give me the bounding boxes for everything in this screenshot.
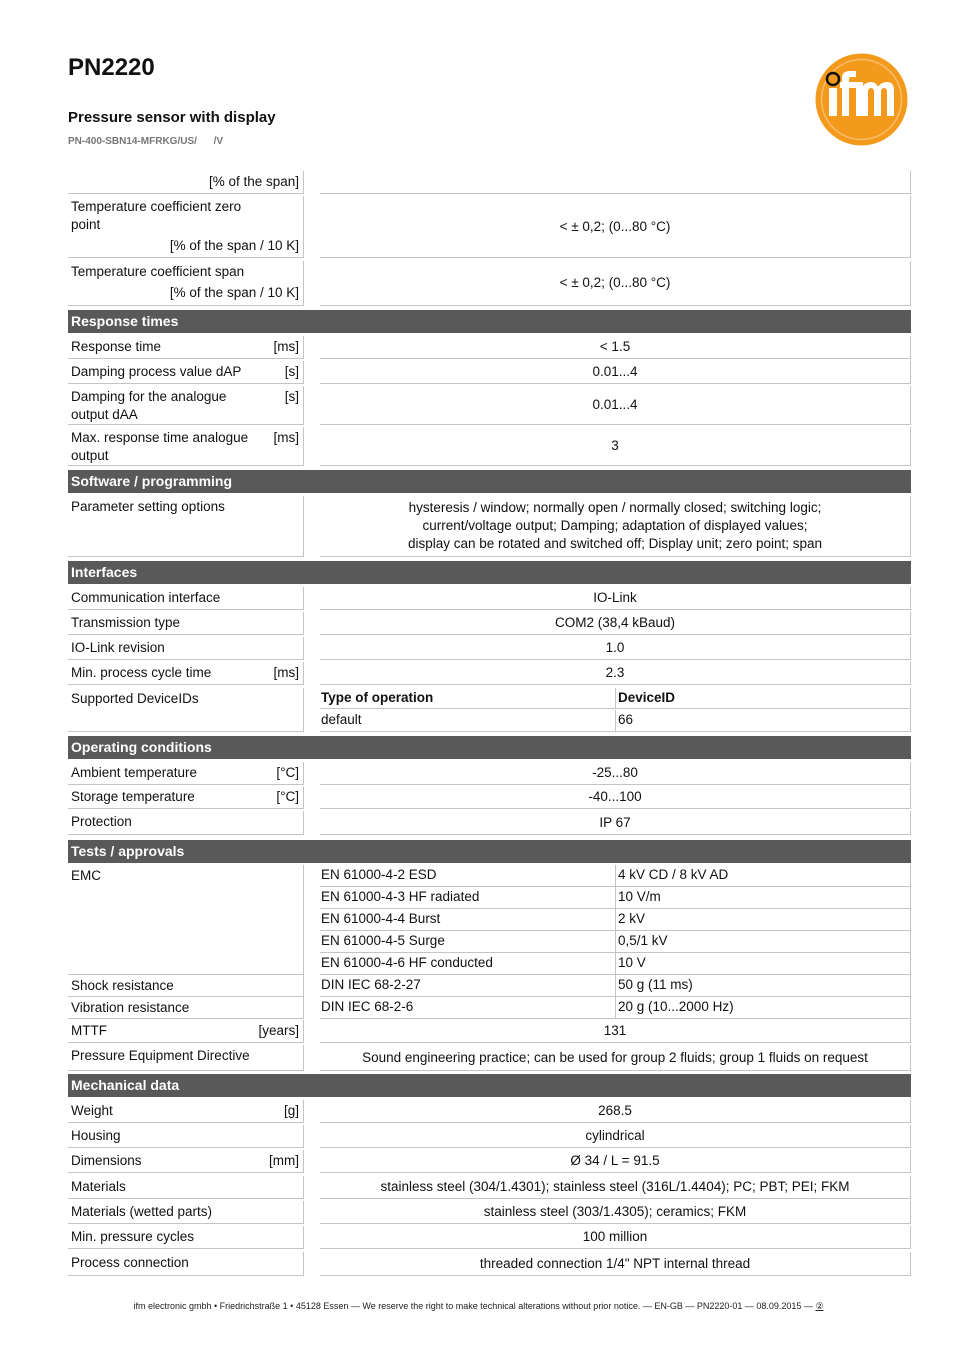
ped-label: Pressure Equipment Directive xyxy=(71,1048,250,1063)
pressure-cycles-label-cell xyxy=(68,1226,304,1249)
param-options-line-3: display can be rotated and switched off; Display unit; zero point; span xyxy=(408,536,822,551)
mttf-unit: [years] xyxy=(258,1023,299,1038)
device-ids-label-cell xyxy=(68,688,304,732)
device-ids-header-id: DeviceID xyxy=(616,688,911,709)
mttf-label-cell xyxy=(68,1020,304,1043)
device-ids-label: Supported DeviceIDs xyxy=(71,691,199,706)
cycle-time-label: Min. process cycle time xyxy=(71,665,212,680)
device-ids-row-id: 66 xyxy=(616,710,911,732)
section-mechanical-data: Mechanical data xyxy=(68,1074,911,1097)
housing-label-cell xyxy=(68,1125,304,1148)
emc-value-4: 0,5/1 kV xyxy=(616,931,911,953)
materials-value: stainless steel (304/1.4301); stainless steel (316L/1.4404); PC; PBT; PEI; FKM xyxy=(320,1176,911,1199)
revision-value: 1.0 xyxy=(320,637,911,660)
mttf-label: MTTF xyxy=(71,1023,107,1038)
section-operating-conditions: Operating conditions xyxy=(68,736,911,759)
span-value-cell xyxy=(320,171,911,194)
page-footer xyxy=(0,1301,957,1312)
storage-label: Storage temperature xyxy=(71,789,195,804)
shock-label: Shock resistance xyxy=(71,978,174,993)
product-subtitle: Pressure sensor with display xyxy=(68,109,276,126)
ambient-label-cell xyxy=(68,762,304,785)
response-time-label: Response time xyxy=(71,339,162,354)
emc-standard-1: EN 61000-4-2 ESD xyxy=(320,865,616,887)
ped-label-cell xyxy=(68,1045,304,1071)
emc-value-3: 2 kV xyxy=(616,909,911,931)
transmission-label-cell xyxy=(68,612,304,635)
param-options-label: Parameter setting options xyxy=(71,499,225,514)
param-options-value xyxy=(320,496,911,557)
damping-dap-value: 0.01...4 xyxy=(320,361,911,384)
vibration-label-cell xyxy=(68,997,304,1019)
process-conn-value: threaded connection 1/4" NPT internal thread xyxy=(320,1252,911,1276)
shock-value: 50 g (11 ms) xyxy=(616,975,911,997)
comm-value: IO-Link xyxy=(320,587,911,610)
wetted-label: Materials (wetted parts) xyxy=(71,1204,213,1219)
tc-span-unit: [% of the span / 10 K] xyxy=(169,285,299,300)
revision-label-cell xyxy=(68,637,304,660)
tc-span-label-cell xyxy=(68,261,304,306)
vibration-value: 20 g (10...2000 Hz) xyxy=(616,997,911,1019)
emc-label-cell xyxy=(68,865,304,975)
param-options-label-cell xyxy=(68,496,304,557)
section-response-times: Response times xyxy=(68,310,911,333)
damping-daa-value: 0.01...4 xyxy=(320,386,911,425)
emc-value-1: 4 kV CD / 8 kV AD xyxy=(616,865,911,887)
span-unit-label: [% of the span] xyxy=(208,174,299,189)
response-time-unit: [ms] xyxy=(273,339,299,354)
span-unit-cell xyxy=(68,171,304,194)
tc-zero-label-cell xyxy=(68,196,304,258)
section-tests-approvals: Tests / approvals xyxy=(68,840,911,863)
weight-label: Weight xyxy=(71,1103,113,1118)
storage-value: -40...100 xyxy=(320,786,911,809)
pressure-cycles-value: 100 million xyxy=(320,1226,911,1249)
cycle-time-label-cell xyxy=(68,662,304,685)
section-software: Software / programming xyxy=(68,470,911,493)
comm-label-cell xyxy=(68,587,304,610)
wetted-label-cell xyxy=(68,1201,304,1224)
emc-standard-3: EN 61000-4-4 Burst xyxy=(320,909,616,931)
shock-label-cell xyxy=(68,975,304,997)
comm-label: Communication interface xyxy=(71,590,221,605)
dimensions-label-cell xyxy=(68,1150,304,1173)
storage-label-cell xyxy=(68,786,304,809)
emc-standard-2: EN 61000-4-3 HF radiated xyxy=(320,887,616,909)
dimensions-label: Dimensions xyxy=(71,1153,142,1168)
response-time-label-cell xyxy=(68,336,304,359)
param-options-line-1: hysteresis / window; normally open / normally closed; switching logic; xyxy=(408,500,822,515)
page-number: ② xyxy=(815,1301,824,1311)
pressure-cycles-label: Min. pressure cycles xyxy=(71,1229,195,1244)
emc-standard-4: EN 61000-4-5 Surge xyxy=(320,931,616,953)
emc-value-2: 10 V/m xyxy=(616,887,911,909)
tc-zero-label: Temperature coefficient zero point xyxy=(71,199,242,232)
ambient-unit: [°C] xyxy=(276,765,299,780)
dimensions-value: Ø 34 / L = 91.5 xyxy=(320,1150,911,1173)
device-ids-header-type: Type of operation xyxy=(320,688,616,709)
damping-dap-label-cell xyxy=(68,361,304,384)
page-title: PN2220 xyxy=(68,54,155,81)
wetted-value: stainless steel (303/1.4305); ceramics; FKM xyxy=(320,1201,911,1224)
response-time-value: < 1.5 xyxy=(320,336,911,359)
materials-label: Materials xyxy=(71,1179,126,1194)
weight-value: 268.5 xyxy=(320,1100,911,1123)
damping-daa-unit: [s] xyxy=(284,389,299,404)
emc-standard-5: EN 61000-4-6 HF conducted xyxy=(320,953,616,975)
damping-dap-unit: [s] xyxy=(284,364,299,379)
weight-label-cell xyxy=(68,1100,304,1123)
param-options-line-2: current/voltage output; Damping; adaptation of displayed values; xyxy=(422,518,808,533)
ped-value: Sound engineering practice; can be used for group 2 fluids; group 1 fluids on request xyxy=(320,1045,911,1071)
max-response-value: 3 xyxy=(320,427,911,466)
ambient-label: Ambient temperature xyxy=(71,765,198,780)
tc-zero-value: < ± 0,2; (0...80 °C) xyxy=(320,196,911,258)
footer-text: ifm electronic gmbh • Friedrichstraße 1 • 45128 Essen — We reserve the right to make technical alterations without prior notice. — EN-GB — PN2220-01 — 08.09.2015 — xyxy=(133,1301,813,1311)
device-ids-row-type: default xyxy=(320,710,616,732)
mttf-value: 131 xyxy=(320,1020,911,1043)
shock-standard: DIN IEC 68-2-27 xyxy=(320,975,616,997)
max-response-label-cell xyxy=(68,427,304,466)
storage-unit: [°C] xyxy=(276,789,299,804)
process-conn-label: Process connection xyxy=(71,1255,189,1270)
tc-span-value: < ± 0,2; (0...80 °C) xyxy=(320,261,911,306)
max-response-unit: [ms] xyxy=(273,430,299,445)
transmission-value: COM2 (38,4 kBaud) xyxy=(320,612,911,635)
transmission-label: Transmission type xyxy=(71,615,181,630)
dimensions-unit: [mm] xyxy=(269,1153,299,1168)
cycle-time-value: 2.3 xyxy=(320,662,911,685)
emc-value-5: 10 V xyxy=(616,953,911,975)
protection-label: Protection xyxy=(71,814,132,829)
damping-daa-label-cell xyxy=(68,386,304,425)
vibration-label: Vibration resistance xyxy=(71,1000,190,1015)
product-code: PN-400-SBN14-MFRKG/US/ /V xyxy=(68,136,224,147)
revision-label: IO-Link revision xyxy=(71,640,165,655)
ambient-value: -25...80 xyxy=(320,762,911,785)
tc-zero-unit: [% of the span / 10 K] xyxy=(169,238,299,253)
section-interfaces: Interfaces xyxy=(68,561,911,584)
housing-label: Housing xyxy=(71,1128,121,1143)
max-response-label: Max. response time analogue output xyxy=(71,430,249,463)
process-conn-label-cell xyxy=(68,1252,304,1276)
emc-label: EMC xyxy=(71,868,101,883)
materials-label-cell xyxy=(68,1176,304,1199)
damping-daa-label: Damping for the analogue output dAA xyxy=(71,389,227,422)
damping-dap-label: Damping process value dAP xyxy=(71,364,242,379)
cycle-time-unit: [ms] xyxy=(273,665,299,680)
protection-label-cell xyxy=(68,811,304,835)
housing-value: cylindrical xyxy=(320,1125,911,1148)
protection-value: IP 67 xyxy=(320,811,911,835)
weight-unit: [g] xyxy=(283,1103,299,1118)
tc-span-label: Temperature coefficient span xyxy=(71,264,245,279)
vibration-standard: DIN IEC 68-2-6 xyxy=(320,997,616,1019)
